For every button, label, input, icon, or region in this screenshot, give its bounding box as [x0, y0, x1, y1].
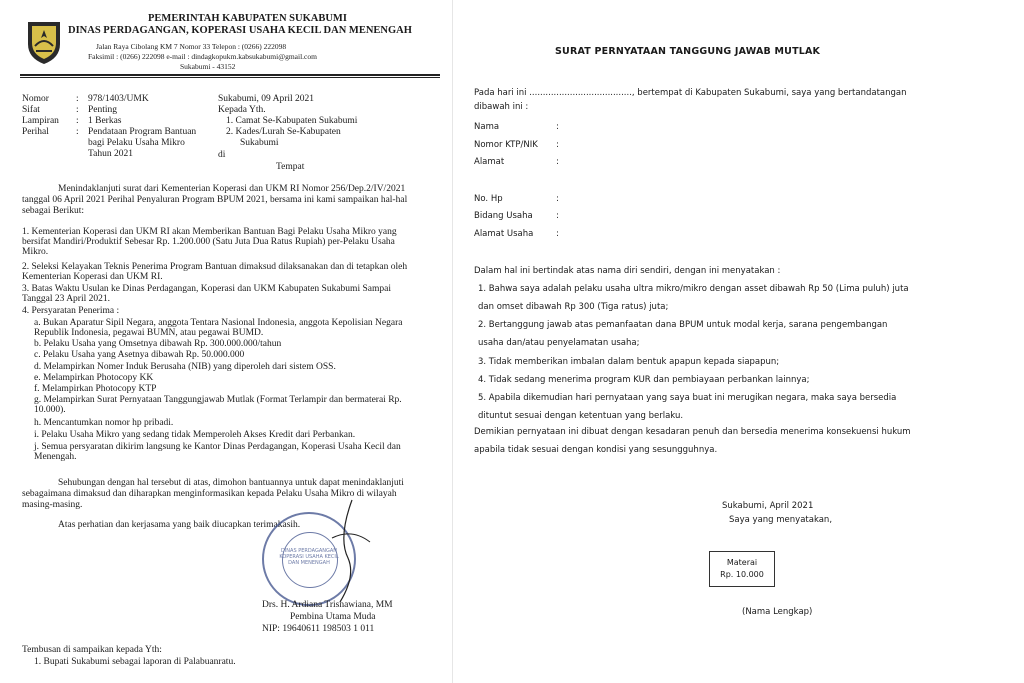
- field-colon: :: [556, 140, 559, 150]
- point-line: 1. Kementerian Koperasi dan UKM RI akan Memberikan Bantuan Bagi Pelaku Usaha Mikro yang: [22, 227, 397, 237]
- kabupaten-emblem-icon: [24, 18, 64, 66]
- closing-line: masing-masing.: [22, 500, 83, 510]
- letter-di: di: [218, 150, 226, 160]
- letter-date: Sukabumi, 09 April 2021: [218, 94, 315, 104]
- meta-colon: :: [76, 105, 79, 115]
- point-line: 2. Seleksi Kelayakan Teknis Penerima Program Bantuan dimaksud dilaksanakan dan di tetapkan oleh: [22, 262, 408, 272]
- requirement-line: a. Bukan Aparatur Sipil Negara, anggota Tentara Nasional Indonesia, anggota Kepolisian Negara: [34, 318, 403, 328]
- meta-value: 1 Berkas: [88, 116, 122, 126]
- letterhead-line2: DINAS PERDAGANGAN, KOPERASI USAHA KECIL DAN MENENGAH: [68, 25, 412, 36]
- letterhead-rule: [20, 74, 440, 76]
- form-opening-2: dibawah ini :: [474, 102, 529, 112]
- point-line: 3. Batas Waktu Usulan ke Dinas Perdagangan, Koperasi dan UKM Kabupaten Sukabumi Sampai: [22, 284, 391, 294]
- requirement-line: c. Pelaku Usaha yang Asetnya dibawah Rp. 50.000.000: [34, 350, 245, 360]
- meta-key: Nomor: [22, 94, 49, 104]
- page-divider: [452, 0, 453, 683]
- requirement-line: h. Mencantumkan nomor hp pribadi.: [34, 418, 174, 428]
- point-line: bersifat Mandiri/Produktif Sebesar Rp. 1.200.000 (Satu Juta Dua Ratus Rupiah) per-Pelaku Usaha: [22, 237, 395, 247]
- requirement-line: e. Melampirkan Photocopy KK: [34, 373, 154, 383]
- field-colon: :: [556, 157, 559, 167]
- intro-line: tanggal 06 April 2021 Perihal Penyaluran Program BPUM 2021, bersama ini kami sampaikan hal-hal: [22, 195, 408, 205]
- tembusan-item: 1. Bupati Sukabumi sebagai laporan di Palabuanratu.: [34, 657, 236, 667]
- point-line: Tanggal 23 April 2021.: [22, 294, 110, 304]
- requirement-line: 10.000).: [34, 405, 66, 415]
- tembusan-title: Tembusan di sampaikan kepada Yth:: [22, 645, 162, 655]
- stamp-text-line: DINAS PERDAGANGAN: [280, 548, 338, 554]
- meta-value: 978/1403/UMK: [88, 94, 149, 104]
- statement-line: 2. Bertanggung jawab atas pemanfaatan dana BPUM untuk modal kerja, sarana pengembangan: [478, 320, 888, 330]
- statement-line: 5. Apabila dikemudian hari pernyataan yang saya buat ini merugikan negara, maka saya bersedia: [478, 393, 897, 403]
- signer-name: Drs. H. Ardiana Trisnawiana, MM: [262, 600, 393, 610]
- meta-colon: :: [76, 127, 79, 137]
- signer-rank: Pembina Utama Muda: [290, 612, 376, 622]
- letterhead-city: Sukabumi - 43152: [180, 62, 236, 71]
- letterhead-line1: PEMERINTAH KABUPATEN SUKABUMI: [148, 13, 347, 24]
- letterhead-rule-thin: [20, 77, 440, 78]
- closing-thanks: Atas perhatian dan kerjasama yang baik diucapkan terimakasih.: [58, 520, 301, 530]
- closing-line: Sehubungan dengan hal tersebut di atas, dimohon bantuannya untuk dapat menindaklanjuti: [58, 478, 404, 488]
- statement-line: dituntut sesuai dengan ketentuan yang berlaku.: [478, 411, 684, 421]
- recipient-line: Sukabumi: [240, 138, 279, 148]
- recipient-line: 2. Kades/Lurah Se-Kabupaten: [226, 127, 341, 137]
- form-place-date: Sukabumi, April 2021: [722, 501, 814, 511]
- field-label: Bidang Usaha: [474, 211, 533, 221]
- statement-line: dan omset dibawah Rp 300 (Tiga ratus) juta;: [478, 302, 669, 312]
- letterhead-contact: Faksimil : (0266) 222098 e-mail : dindagkopukm.kabsukabumi@gmail.com: [88, 52, 317, 61]
- point-line: 4. Persyaratan Penerima :: [22, 306, 120, 316]
- stamp-text-line: KOPERASI USAHA KECIL: [279, 554, 339, 560]
- perihal-cont: Tahun 2021: [88, 149, 133, 159]
- recipient-line: 1. Camat Se-Kabupaten Sukabumi: [226, 116, 358, 126]
- form-title: SURAT PERNYATAAN TANGGUNG JAWAB MUTLAK: [555, 46, 821, 57]
- closing-line: sebagaimana dimaksud dan diharapkan menginformasikan kepada Pelaku Usaha Mikro di wilayah: [22, 489, 397, 499]
- field-colon: :: [556, 194, 559, 204]
- field-colon: :: [556, 122, 559, 132]
- requirement-line: Menengah.: [34, 452, 77, 462]
- materai-box: [709, 551, 775, 587]
- perihal-cont: bagi Pelaku Usaha Mikro: [88, 138, 185, 148]
- intro-line: sebagai Berikut:: [22, 206, 84, 216]
- meta-value: Pendataan Program Bantuan: [88, 127, 197, 137]
- field-label: Alamat: [474, 157, 505, 167]
- statement-line: 1. Bahwa saya adalah pelaku usaha ultra mikro/mikro dengan asset dibawah Rp 50 (Lima puluh) juta: [478, 284, 909, 294]
- form-opening: Pada hari ini ......................................, bertempat di Kabupaten Sukabumi, saya yang bertandatangan: [474, 88, 907, 98]
- field-label: Nama: [474, 122, 500, 132]
- materai-label: Materai: [726, 558, 758, 567]
- meta-colon: :: [76, 116, 79, 126]
- requirement-line: b. Pelaku Usaha yang Omsetnya dibawah Rp. 300.000.000/tahun: [34, 339, 282, 349]
- field-colon: :: [556, 211, 559, 221]
- letter-tempat: Tempat: [276, 162, 305, 172]
- form-signer-label: Saya yang menyatakan,: [729, 515, 833, 525]
- signature-icon: [318, 498, 378, 608]
- materai-value: Rp. 10.000: [720, 570, 764, 579]
- meta-key: Perihal: [22, 127, 49, 137]
- intro-line: Menindaklanjuti surat dari Kementerian Koperasi dan UKM RI Nomor 256/Dep.2/IV/2021: [58, 184, 406, 194]
- statement-line: 4. Tidak sedang menerima program KUR dan pembiayaan perbankan lainnya;: [478, 375, 810, 385]
- letterhead-address: Jalan Raya Cibolang KM 7 Nomor 33 Telepon : (0266) 222098: [96, 42, 287, 51]
- field-colon: :: [556, 229, 559, 239]
- requirement-line: i. Pelaku Usaha Mikro yang sedang tidak Memperoleh Akses Kredit dari Perbankan.: [34, 430, 356, 440]
- stamp-text-line: DAN MENENGAH: [288, 560, 330, 566]
- form-closing: apabila tidak sesuai dengan kondisi yang sesungguhnya.: [474, 445, 718, 455]
- requirement-line: f. Melampirkan Photocopy KTP: [34, 384, 157, 394]
- meta-key: Sifat: [22, 105, 40, 115]
- point-line: Mikro.: [22, 247, 49, 257]
- statement-line: 3. Tidak memberikan imbalan dalam bentuk apapun kepada siapapun;: [478, 357, 780, 367]
- meta-colon: :: [76, 94, 79, 104]
- field-label: No. Hp: [474, 194, 503, 204]
- statement-intro: Dalam hal ini bertindak atas nama diri sendiri, dengan ini menyatakan :: [474, 266, 781, 276]
- signer-nip: NIP: 19640611 198503 1 011: [262, 624, 375, 634]
- meta-key: Lampiran: [22, 116, 59, 126]
- name-placeholder: (Nama Lengkap): [742, 607, 813, 617]
- requirement-line: Republik Indonesia, pegawai BUMN, atau pegawai BUMD.: [34, 328, 264, 338]
- form-closing: Demikian pernyataan ini dibuat dengan kesadaran penuh dan bersedia menerima konsekuensi hukum: [474, 427, 911, 437]
- meta-value: Penting: [88, 105, 118, 115]
- requirement-line: j. Semua persyaratan dikirim langsung ke Kantor Dinas Perdagangan, Koperasi Usaha Kecil dan: [34, 442, 401, 452]
- letter-kepada: Kepada Yth.: [218, 105, 266, 115]
- requirement-line: g. Melampirkan Surat Pernyataan Tanggungjawab Mutlak (Format Terlampir dan bermaterai Rp.: [34, 395, 402, 405]
- field-label: Nomor KTP/NIK: [474, 140, 538, 150]
- statement-line: usaha dan/atau penyelamatan usaha;: [478, 338, 640, 348]
- point-line: Kementerian Koperasi dan UKM RI.: [22, 272, 163, 282]
- field-label: Alamat Usaha: [474, 229, 534, 239]
- requirement-line: d. Melampirkan Nomer Induk Berusaha (NIB) yang diperoleh dari sistem OSS.: [34, 362, 336, 372]
